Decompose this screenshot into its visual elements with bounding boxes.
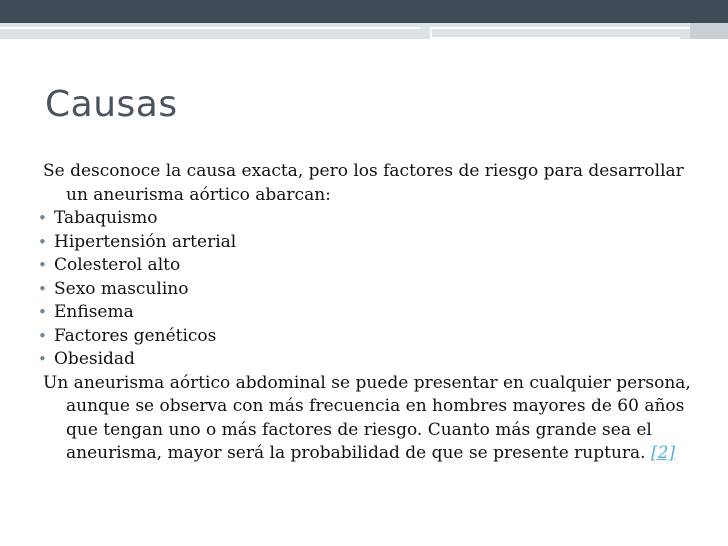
list-item-label: Enfisema: [54, 302, 134, 322]
closing-text: Un aneurisma aórtico abdominal se puede presentar en cualquier persona, aunque se observa con más frecuencia en hombres mayores de 60 años que tengan uno o más factores de riesgo. Cuanto más grande sea el aneurisma, mayor será la probabilidad de que se presente ruptura.: [43, 372, 691, 463]
slide-body: [38, 160, 698, 466]
list-item: [38, 301, 698, 325]
header-band-dark: [0, 0, 728, 23]
risk-factor-list: [38, 207, 698, 372]
header-deco-line: [690, 23, 728, 39]
bullet-icon: •: [38, 303, 47, 321]
list-item-label: Obesidad: [54, 349, 135, 369]
list-item: [38, 325, 698, 349]
bullet-icon: •: [38, 279, 47, 298]
list-item-label: Tabaquismo: [54, 208, 158, 228]
bullet-icon: •: [38, 256, 47, 274]
list-item-label: Colesterol alto: [54, 255, 181, 275]
list-item: [38, 207, 698, 231]
bullet-icon: •: [38, 350, 47, 368]
list-item: [38, 348, 698, 372]
list-item-label: Factores genéticos: [54, 325, 217, 346]
slide-title: Causas: [45, 84, 178, 125]
bullet-icon: •: [38, 232, 47, 251]
intro-paragraph: Se desconoce la causa exacta, pero los factores de riesgo para desarrollar un aneurisma aórtico abarcan:: [43, 161, 684, 205]
header-deco-line: [430, 37, 680, 39]
list-item: [38, 254, 698, 278]
header-deco-line: [430, 27, 728, 29]
bullet-icon: •: [38, 326, 47, 345]
list-item-label: Sexo masculino: [54, 278, 189, 299]
bullet-icon: •: [38, 209, 47, 227]
closing-paragraph: [38, 372, 698, 466]
header-deco-line: [0, 27, 420, 29]
list-item: [38, 231, 698, 255]
list-item-label: Hipertensión arterial: [54, 231, 237, 252]
list-item: [38, 278, 698, 302]
header-deco-line: [430, 30, 432, 48]
reference-link[interactable]: [2]: [651, 443, 676, 463]
